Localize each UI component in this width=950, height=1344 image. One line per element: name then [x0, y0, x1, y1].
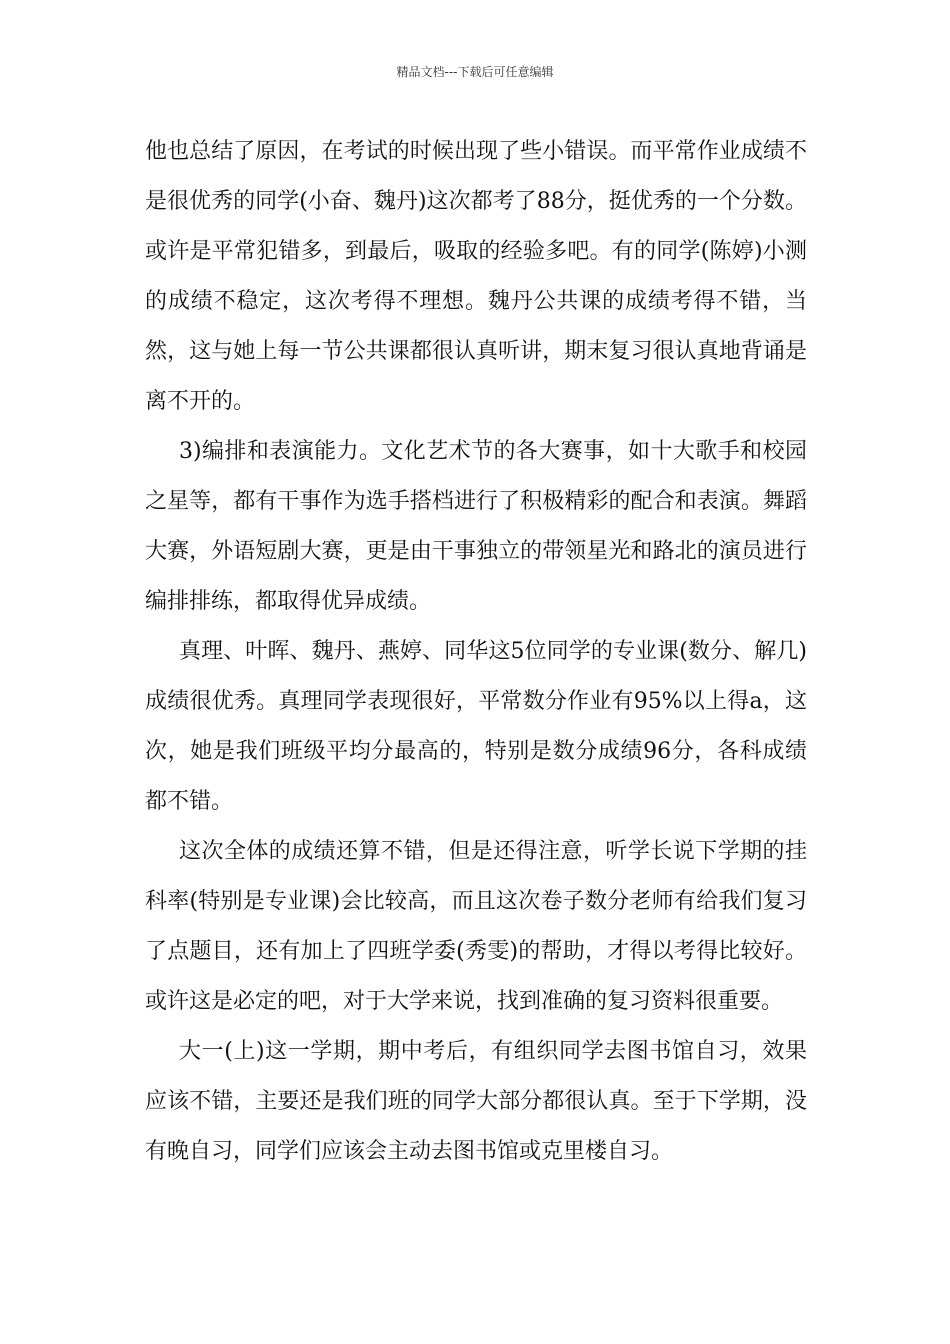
paragraph-2: 3)编排和表演能力。文化艺术节的各大赛事，如十大歌手和校园之星等，都有干事作为选手搭档进行了积极精彩的配合和表演。舞蹈大赛，外语短剧大赛，更是由干事独立的带领星光和路北的演员进行编排排练，都取得优异成绩。	[145, 439, 807, 614]
paragraph-4: 这次全体的成绩还算不错，但是还得注意，听学长说下学期的挂科率(特别是专业课)会比较高，而且这次卷子数分老师有给我们复习了点题目，还有加上了四班学委(秀雯)的帮助，才得以考得比较好。或许这是必定的吧，对于大学来说，找到准确的复习资料很重要。	[145, 839, 807, 1014]
paragraph-3: 真理、叶晖、魏丹、燕婷、同华这5位同学的专业课(数分、解几)成绩很优秀。真理同学表现很好，平常数分作业有95%以上得a，这次，她是我们班级平均分最高的，特别是数分成绩96分，各科成绩都不错。	[145, 639, 807, 814]
page-header: 精品文档---下载后可任意编辑	[396, 65, 554, 79]
paragraph-1: 他也总结了原因，在考试的时候出现了些小错误。而平常作业成绩不是很优秀的同学(小奋、魏丹)这次都考了88分，挺优秀的一个分数。或许是平常犯错多，到最后，吸取的经验多吧。有的同学(陈婷)小测的成绩不稳定，这次考得不理想。魏丹公共课的成绩考得不错，当然，这与她上每一节公共课都很认真听讲，期末复习很认真地背诵是离不开的。	[145, 139, 807, 414]
document-body	[145, 127, 807, 1177]
paragraph-5: 大一(上)这一学期，期中考后，有组织同学去图书馆自习，效果应该不错，主要还是我们班的同学大部分都很认真。至于下学期，没有晚自习，同学们应该会主动去图书馆或克里楼自习。	[145, 1039, 807, 1164]
